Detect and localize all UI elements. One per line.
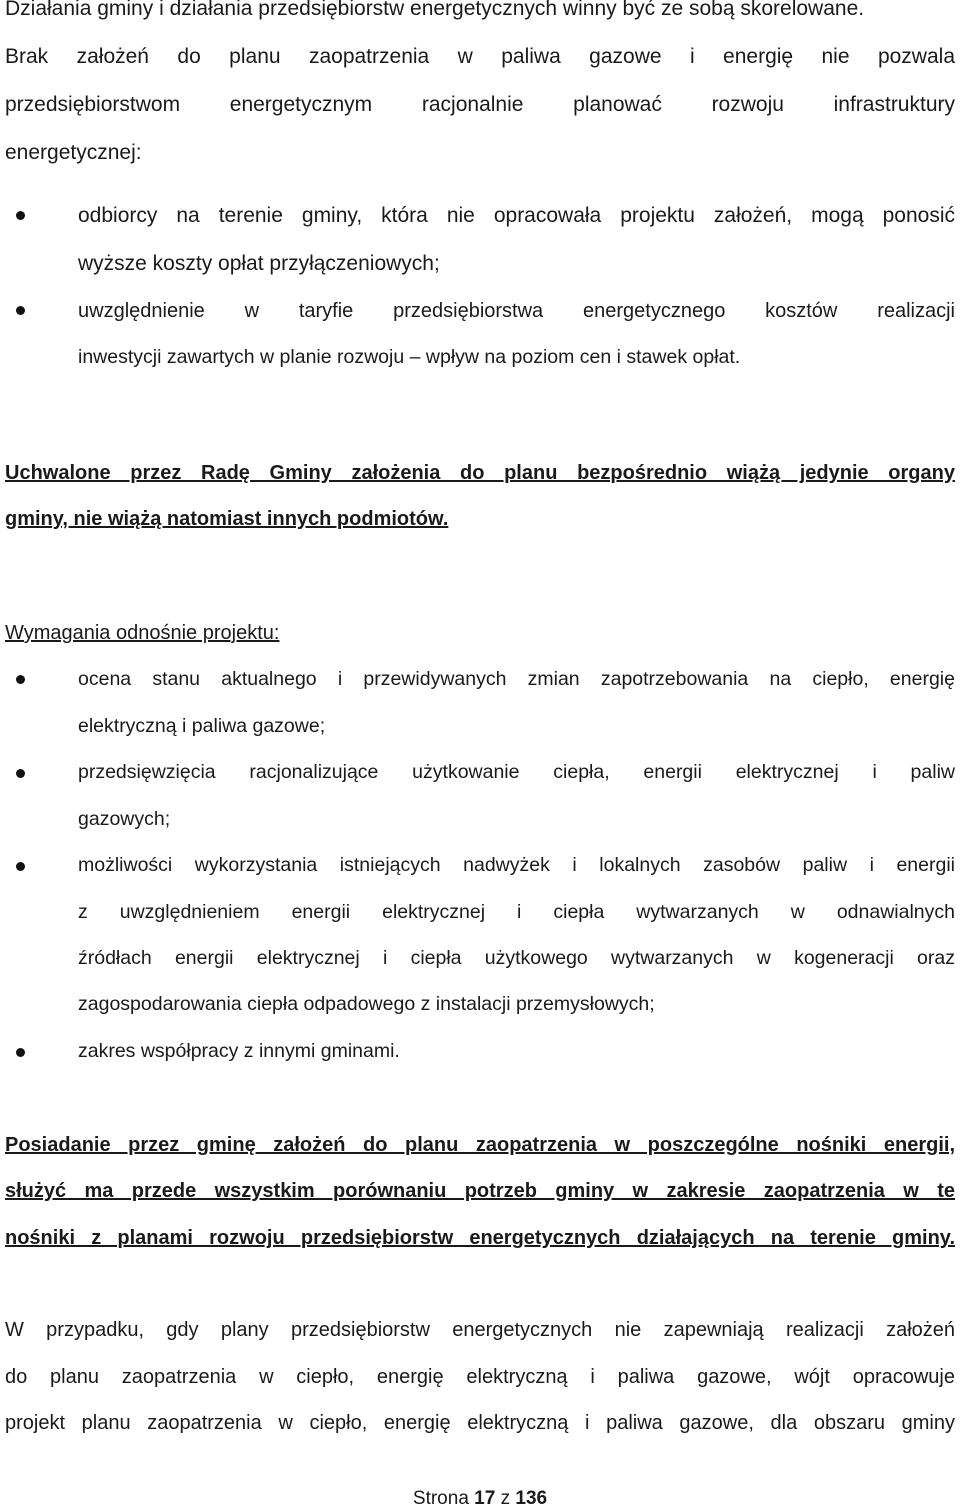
- bullet-dot: [16, 211, 25, 220]
- possession-line: nośniki z planami rozwoju przedsiębiorstw energetycznych działających na terenie gminy.: [5, 1227, 955, 1249]
- footer-prefix: Strona: [412, 1488, 469, 1509]
- intro-line: przedsiębiorstwom energetycznym racjonalnie planować rozwoju infrastruktury: [5, 93, 955, 116]
- list-item-text: wyższe koszty opłat przyłączeniowych;: [78, 252, 440, 275]
- total-pages: 136: [515, 1488, 548, 1509]
- list-item-text: inwestycji zawartych w planie rozwoju – wpływ na poziom cen i stawek opłat.: [78, 346, 741, 368]
- bullet-dot: [16, 306, 25, 315]
- list-item-text: zakres współpracy z innymi gminami.: [78, 1040, 400, 1062]
- closing-line: do planu zaopatrzenia w ciepło, energię elektryczną i paliwa gazowe, wójt opracowuje: [5, 1366, 955, 1388]
- intro-line: Działania gminy i działania przedsiębiorstw energetycznych winny być ze sobą skorelowane.: [5, 0, 865, 20]
- bullet-dot: [16, 769, 25, 778]
- list-item-text: możliwości wykorzystania istniejących nadwyżek i lokalnych zasobów paliw i energii: [78, 854, 955, 876]
- list-item-text: gazowych;: [78, 808, 171, 830]
- current-page-number: 17: [474, 1488, 496, 1509]
- list-item-text: uwzględnienie w taryfie przedsiębiorstwa energetycznego kosztów realizacji: [78, 300, 955, 322]
- list-item-text: źródłach energii elektrycznej i ciepła użytkowego wytwarzanych w kogeneracji oraz: [78, 947, 955, 969]
- intro-line: Brak założeń do planu zaopatrzenia w paliwa gazowe i energię nie pozwala: [5, 45, 955, 68]
- list-item-text: elektryczną i paliwa gazowe;: [78, 715, 326, 737]
- footer-of: z: [500, 1488, 511, 1509]
- requirements-heading: Wymagania odnośnie projektu:: [5, 622, 280, 644]
- list-item-text: z uwzględnieniem energii elektrycznej i ciepła wytwarzanych w odnawialnych: [78, 901, 955, 923]
- list-item-text: ocena stanu aktualnego i przewidywanych zmian zapotrzebowania na ciepło, energię: [78, 668, 955, 690]
- closing-line: W przypadku, gdy plany przedsiębiorstw energetycznych nie zapewniają realizacji założeń: [5, 1319, 955, 1341]
- bullet-dot: [16, 1048, 25, 1057]
- possession-line: służyć ma przede wszystkim porównaniu potrzeb gminy w zakresie zaopatrzenia w te: [5, 1180, 955, 1202]
- bullet-dot: [16, 862, 25, 871]
- resolution-line: gminy, nie wiążą natomiast innych podmiotów.: [5, 508, 449, 530]
- closing-line: projekt planu zaopatrzenia w ciepło, energię elektryczną i paliwa gazowe, dla obszaru gminy: [5, 1412, 955, 1434]
- list-item-text: przedsięwzięcia racjonalizujące użytkowanie ciepła, energii elektrycznej i paliw: [78, 761, 955, 783]
- possession-line: Posiadanie przez gminę założeń do planu zaopatrzenia w poszczególne nośniki energii,: [5, 1134, 955, 1156]
- resolution-line: Uchwalone przez Radę Gminy założenia do planu bezpośrednio wiążą jedynie organy: [5, 462, 955, 484]
- bullet-dot: [16, 675, 25, 684]
- page-footer: [0, 1486, 960, 1512]
- list-item-text: odbiorcy na terenie gminy, która nie opracowała projektu założeń, mogą ponosić: [78, 204, 955, 227]
- intro-line: energetycznej:: [5, 141, 142, 164]
- list-item-text: zagospodarowania ciepła odpadowego z instalacji przemysłowych;: [78, 993, 655, 1015]
